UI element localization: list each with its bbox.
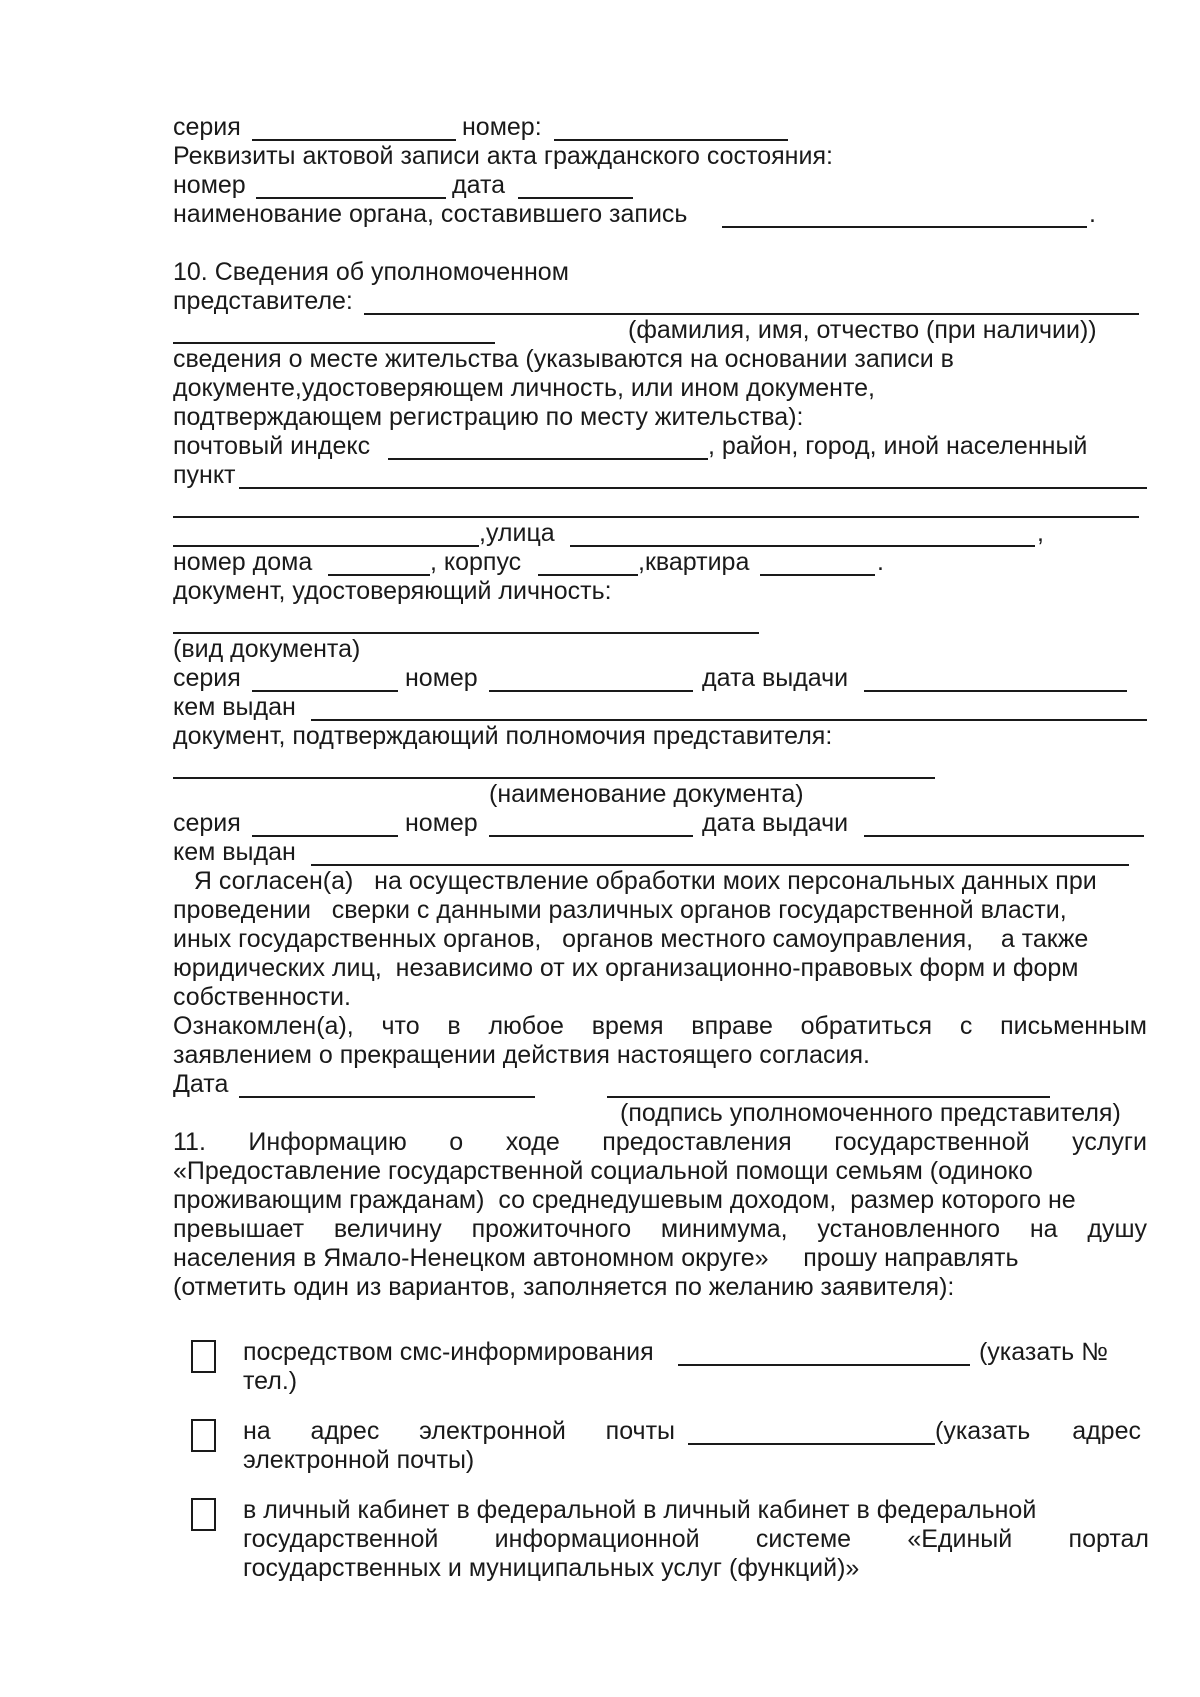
apartment-label: ,квартира (638, 548, 750, 576)
building-label: , корпус (430, 548, 522, 576)
record-date-field[interactable] (518, 197, 633, 199)
apartment-field[interactable] (760, 574, 875, 576)
acknowledgement-text-2: заявлением о прекращении действия настоящего согласия. (173, 1041, 870, 1069)
auth-issued-by-field[interactable] (311, 864, 1129, 866)
sms-option-label: посредством смс-информирования (243, 1338, 654, 1366)
email-field[interactable] (688, 1443, 935, 1445)
representative-name-field-2[interactable] (173, 342, 495, 344)
id-series-label: серия (173, 664, 241, 692)
id-document-type-field[interactable] (173, 632, 759, 634)
acknowledgement-text-1: Ознакомлен(а), что в любое время вправе обратиться с письменным (173, 1012, 1147, 1040)
id-series-field[interactable] (252, 690, 398, 692)
date-field[interactable] (239, 1096, 535, 1098)
id-number-field[interactable] (489, 690, 693, 692)
locality-field-2[interactable] (173, 516, 1139, 518)
signature-caption: (подпись уполномоченного представителя) (620, 1099, 1121, 1127)
id-number-label: номер (405, 664, 478, 692)
record-number-label: номер (173, 171, 246, 199)
postal-code-label: почтовый индекс (173, 432, 371, 460)
representative-name-field[interactable] (364, 313, 1139, 315)
consent-text-1: Я согласен(а) на осуществление обработки моих персональных данных при (173, 867, 1097, 895)
house-label: номер дома (173, 548, 313, 576)
building-field[interactable] (538, 574, 638, 576)
representative-label: представителе: (173, 287, 353, 315)
locality-field[interactable] (239, 487, 1147, 489)
fio-caption: (фамилия, имя, отчество (при наличии)) (628, 316, 1097, 344)
street-label: ,улица (479, 519, 555, 547)
email-caption-2: электронной почты) (243, 1446, 475, 1474)
locality-label: пункт (173, 461, 236, 489)
portal-option-label-2: государственной информационной системе «Единый портал (243, 1525, 1149, 1553)
phone-caption-2: тел.) (243, 1367, 298, 1395)
auth-issue-date-field[interactable] (864, 835, 1144, 837)
street-comma: , (1037, 519, 1044, 547)
email-checkbox[interactable] (191, 1419, 216, 1452)
id-issue-date-field[interactable] (864, 690, 1127, 692)
locality-field-3[interactable] (173, 545, 479, 547)
authority-document-caption: (наименование документа) (489, 780, 804, 808)
section-11-text-2: «Предоставление государственной социальной помощи семьям (одиноко (173, 1157, 1033, 1185)
auth-series-field[interactable] (252, 835, 398, 837)
residence-text-1: сведения о месте жительства (указываются на основании записи в (173, 345, 954, 373)
street-field[interactable] (570, 545, 1035, 547)
series-label: серия (173, 113, 241, 141)
portal-option-label-3: государственных и муниципальных услуг (функций)» (243, 1554, 860, 1582)
section-11-text-3: проживающим гражданам) со среднедушевым доходом, размер которого не (173, 1186, 1076, 1214)
section-11-text-4: превышает величину прожиточного минимума, установленного на душу (173, 1215, 1147, 1243)
auth-number-label: номер (405, 809, 478, 837)
house-field[interactable] (328, 574, 430, 576)
id-issued-by-label: кем выдан (173, 693, 296, 721)
authority-document-field[interactable] (173, 777, 935, 779)
record-authority-label: наименование органа, составившего запись (173, 200, 688, 228)
authority-document-label: документ, подтверждающий полномочия представителя: (173, 722, 833, 750)
consent-text-5: собственности. (173, 983, 351, 1011)
email-caption: (указать адрес (935, 1417, 1141, 1445)
auth-issued-by-label: кем выдан (173, 838, 296, 866)
sms-checkbox[interactable] (191, 1340, 216, 1373)
section-11-text-5: населения в Ямало-Ненецком автономном округе» прошу направлять (173, 1244, 1019, 1272)
id-issue-date-label: дата выдачи (702, 664, 849, 692)
phone-field[interactable] (678, 1364, 970, 1366)
auth-series-label: серия (173, 809, 241, 837)
id-issued-by-field[interactable] (311, 719, 1147, 721)
section-11-text-6: (отметить один из вариантов, заполняется по желанию заявителя): (173, 1273, 955, 1301)
portal-option-label-1: в личный кабинет в федеральной в личный кабинет в федеральной (243, 1496, 1037, 1524)
auth-issue-date-label: дата выдачи (702, 809, 849, 837)
postal-code-field[interactable] (388, 458, 708, 460)
date-label: Дата (173, 1070, 229, 1098)
record-number-field[interactable] (256, 197, 446, 199)
consent-text-4: юридических лиц, независимо от их организационно-правовых форм и форм (173, 954, 1079, 982)
residence-text-2: документе,удостоверяющем личность, или ином документе, (173, 374, 875, 402)
number-field[interactable] (554, 139, 788, 141)
residence-text-3: подтверждающем регистрацию по месту жительства): (173, 403, 804, 431)
record-authority-period: . (1089, 200, 1096, 228)
apartment-period: . (877, 548, 884, 576)
series-field[interactable] (252, 139, 456, 141)
civil-record-heading: Реквизиты актовой записи акта гражданского состояния: (173, 142, 833, 170)
consent-text-2: проведении сверки с данными различных органов государственной власти, (173, 896, 1067, 924)
id-document-label: документ, удостоверяющий личность: (173, 577, 612, 605)
section-11-text-1: 11. Информацию о ходе предоставления государственной услуги (173, 1128, 1147, 1156)
email-option-label: на адрес электронной почты (243, 1417, 675, 1445)
settlement-label: , район, город, иной населенный (708, 432, 1088, 460)
consent-text-3: иных государственных органов, органов местного самоуправления, а также (173, 925, 1089, 953)
number-label: номер: (462, 113, 542, 141)
auth-number-field[interactable] (489, 835, 693, 837)
id-document-type-caption: (вид документа) (173, 635, 361, 663)
signature-field[interactable] (607, 1096, 1050, 1098)
record-authority-field[interactable] (722, 226, 1087, 228)
phone-caption: (указать № (972, 1338, 1108, 1366)
portal-checkbox[interactable] (191, 1498, 216, 1531)
section-10-title: 10. Сведения об уполномоченном (173, 258, 569, 286)
record-date-label: дата (452, 171, 506, 199)
